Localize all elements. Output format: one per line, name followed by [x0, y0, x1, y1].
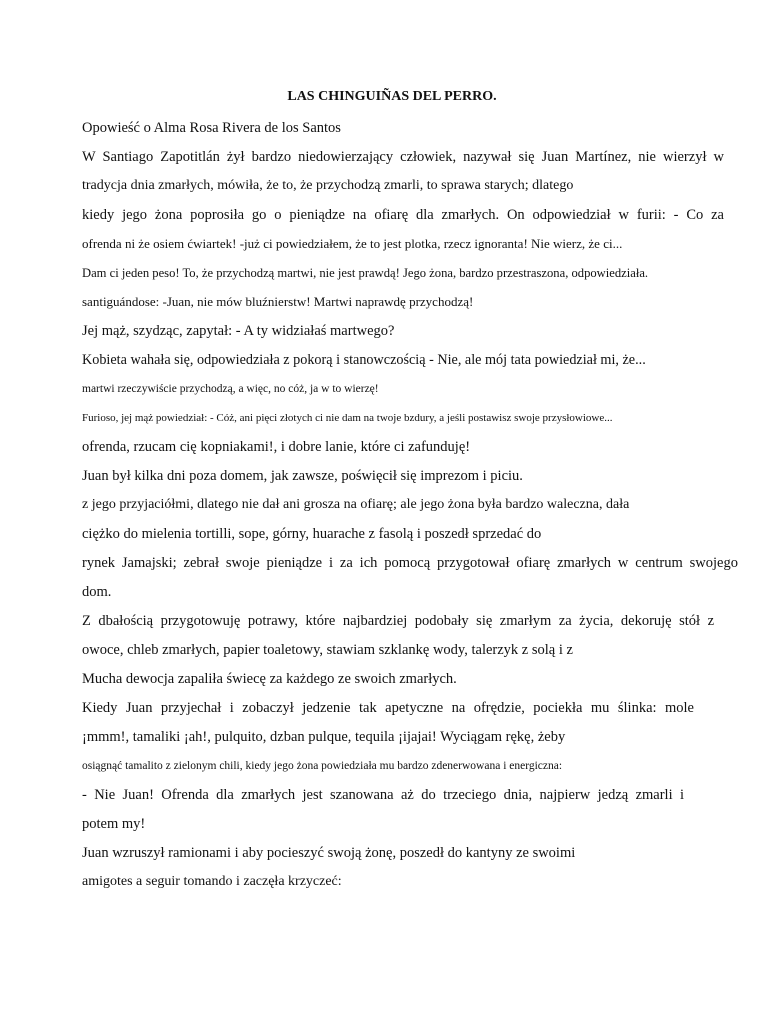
text-line: Kobieta wahała się, odpowiedziała z pokorą i stanowczością - Nie, ale mój tata powiedział mi, że...: [82, 352, 646, 368]
text-line: Dam ci jeden peso! To, że przychodzą martwi, nie jest prawdą! Jego żona, bardzo przestraszona, odpowiedziała.: [82, 266, 649, 280]
text-line: santiguándose: -Juan, nie mów bluźnierstw! Martwi naprawdę przychodzą!: [82, 294, 474, 309]
text-line: kiedy jego żona poprosiła go o pieniądze na ofiarę dla zmarłych. On odpowiedział w furii: - Co za: [82, 207, 724, 223]
text-line: rynek Jamajski; zebrał swoje pieniądze i za ich pomocą przygotował ofiarę zmarłych w centrum swojego: [82, 555, 738, 571]
text-line: dom.: [82, 584, 112, 600]
text-line: W Santiago Zapotitlán żył bardzo niedowierzający człowiek, nazywał się Juan Martínez, nie wierzył w: [82, 149, 724, 165]
text-line: amigotes a seguir tomando i zaczęła krzyczeć:: [82, 874, 342, 889]
text-line: ofrenda ni że osiem ćwiartek! -już ci powiedziałem, że to jest plotka, rzecz ignoranta! Nie wierz, że ci...: [82, 236, 623, 251]
text-line: Mucha dewocja zapaliła świecę za każdego ze swoich zmarłych.: [82, 671, 457, 687]
text-line: ¡mmm!, tamaliki ¡ah!, pulquito, dzban pulque, tequila ¡ijajai! Wyciągam rękę, żeby: [82, 729, 566, 745]
text-line: Jej mąż, szydząc, zapytał: - A ty widziałaś martwego?: [82, 323, 395, 339]
text-line: Juan był kilka dni poza domem, jak zawsze, poświęcił się imprezom i piciu.: [82, 468, 523, 484]
text-line: Kiedy Juan przyjechał i zobaczył jedzenie tak apetyczne na ofrędzie, pociekła mu ślinka: mole: [82, 700, 694, 716]
author-line: Opowieść o Alma Rosa Rivera de los Santos: [82, 120, 341, 136]
text-line: potem my!: [82, 816, 146, 832]
text-line: z jego przyjaciółmi, dlatego nie dał ani grosza na ofiarę; ale jego żona była bardzo waleczna, dała: [82, 497, 630, 512]
text-line: Z dbałością przygotowuję potrawy, które najbardziej podobały się zmarłym za życia, dekoruję stół z: [82, 613, 714, 629]
text-line: ofrenda, rzucam cię kopniakami!, i dobre lanie, które ci zafunduję!: [82, 439, 471, 455]
text-line: Furioso, jej mąż powiedział: - Cóż, ani pięci złotych ci nie dam na twoje bzdury, a jeśli postawisz swoje przysłowiowe...: [82, 412, 613, 424]
text-line: owoce, chleb zmarłych, papier toaletowy, stawiam szklankę wody, talerzyk z solą i z: [82, 642, 573, 658]
text-line: martwi rzeczywiście przychodzą, a więc, no cóż, ja w to wierzę!: [82, 383, 379, 395]
text-line: tradycja dnia zmarłych, mówiła, że to, że przychodzą zmarli, to sprawa starych; dlatego: [82, 178, 574, 193]
text-line: ciężko do mielenia tortilli, sope, górny, huarache z fasolą i poszedł sprzedać do: [82, 526, 542, 542]
text-line: Juan wzruszył ramionami i aby pocieszyć swoją żonę, poszedł do kantyny ze swoimi: [82, 845, 576, 861]
text-line: osiągnąć tamalito z zielonym chili, kiedy jego żona powiedziała mu bardzo zdenerwowana i energiczna:: [82, 760, 563, 772]
document-title: LAS CHINGUIÑAS DEL PERRO.: [287, 89, 497, 104]
text-line: - Nie Juan! Ofrenda dla zmarłych jest szanowana aż do trzeciego dnia, najpierw jedzą zmarli i: [82, 787, 684, 803]
